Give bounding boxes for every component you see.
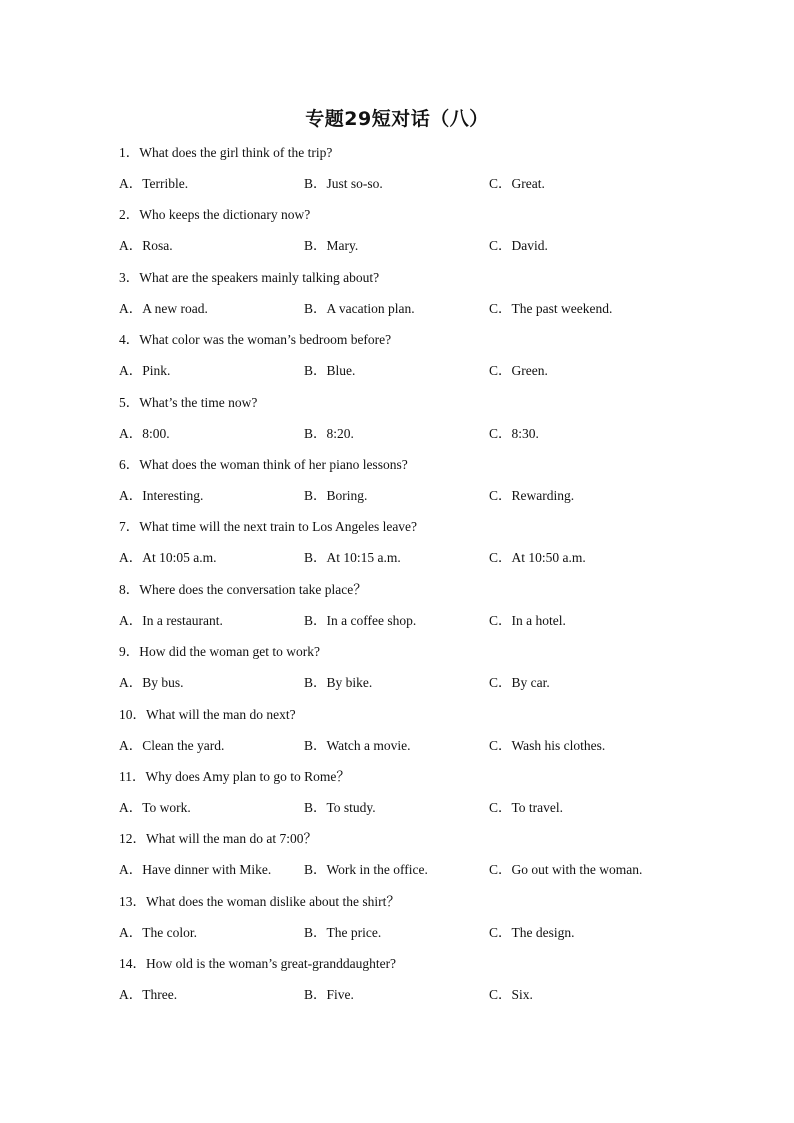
question-stem: 9．How did the woman get to work?: [119, 644, 320, 660]
option-c: C．At 10:50 a.m.: [489, 550, 586, 566]
option-a: A．A new road.: [119, 300, 208, 316]
question-stem: 1．What does the girl think of the trip?: [119, 145, 333, 160]
option-a: A．To work.: [119, 799, 191, 815]
question-list: [119, 143, 719, 1016]
answer-options: [119, 611, 719, 631]
question-item: [119, 954, 719, 1016]
option-b: B．By bike.: [304, 675, 373, 691]
answer-options: [119, 236, 719, 256]
question-stem: 13．What does the woman dislike about the shirt？: [119, 893, 400, 909]
option-b: B．At 10:15 a.m.: [304, 550, 401, 566]
answer-options: [119, 860, 719, 880]
option-a: A．By bus.: [119, 675, 184, 691]
answer-options: [119, 923, 719, 943]
question-item: [119, 517, 719, 579]
question-item: [119, 892, 719, 954]
answer-options: [119, 424, 719, 444]
question-item: [119, 330, 719, 392]
option-b: B．Blue.: [304, 363, 356, 379]
option-c: C．In a hotel.: [489, 612, 566, 628]
page-title: 专题29短对话（八）: [305, 108, 489, 130]
question-stem: 4．What color was the woman’s bedroom before?: [119, 332, 392, 348]
option-c: C．Rewarding.: [489, 487, 575, 503]
option-a: A．Clean the yard.: [119, 737, 225, 753]
answer-options: [119, 548, 719, 568]
answer-options: [119, 673, 719, 693]
option-c: C．David.: [489, 238, 548, 254]
option-b: B．Work in the office.: [304, 862, 428, 878]
question-item: [119, 455, 719, 517]
question-stem: 5．What’s the time now?: [119, 394, 258, 410]
option-c: C．Great.: [489, 176, 545, 191]
question-stem: 14．How old is the woman’s great-granddaughter?: [119, 956, 397, 972]
option-a: A．Have dinner with Mike.: [119, 862, 272, 878]
answer-options: [119, 361, 719, 381]
option-c: C．By car.: [489, 675, 550, 691]
option-b: B．8:20.: [304, 425, 354, 441]
option-c: C．To travel.: [489, 799, 564, 815]
question-stem: 6．What does the woman think of her piano lessons?: [119, 456, 408, 472]
option-b: B．Five.: [304, 987, 354, 1003]
answer-options: [119, 486, 719, 506]
option-a: A．Interesting.: [119, 487, 204, 503]
option-b: B．Watch a movie.: [304, 737, 411, 753]
option-c: C．Six.: [489, 987, 533, 1003]
option-a: A．Rosa.: [119, 238, 173, 254]
option-a: A．The color.: [119, 924, 197, 940]
option-c: C．Green.: [489, 363, 548, 379]
question-stem: 10．What will the man do next?: [119, 706, 296, 722]
option-c: C．Wash his clothes.: [489, 737, 606, 753]
answer-options: [119, 798, 719, 818]
option-a: A．At 10:05 a.m.: [119, 550, 217, 566]
question-stem: 3．What are the speakers mainly talking about?: [119, 269, 380, 285]
question-item: [119, 268, 719, 330]
question-item: [119, 143, 719, 205]
question-stem: 7．What time will the next train to Los Angeles leave?: [119, 519, 418, 535]
option-b: B．Just so-so.: [304, 176, 383, 191]
question-stem: 12．What will the man do at 7:00？: [119, 831, 317, 847]
question-stem: 8．Where does the conversation take place？: [119, 581, 367, 597]
option-b: B．Mary.: [304, 238, 359, 254]
question-item: [119, 829, 719, 891]
option-c: C．The design.: [489, 924, 575, 940]
question-item: [119, 580, 719, 642]
option-a: A．Three.: [119, 987, 178, 1003]
option-a: A．Terrible.: [119, 176, 189, 191]
question-item: [119, 705, 719, 767]
question-item: [119, 205, 719, 267]
option-b: B．The price.: [304, 924, 382, 940]
answer-options: [119, 736, 719, 756]
question-stem: 2．Who keeps the dictionary now?: [119, 207, 311, 223]
option-c: C．8:30.: [489, 425, 539, 441]
option-b: B．In a coffee shop.: [304, 612, 417, 628]
question-item: [119, 642, 719, 704]
answer-options: [119, 299, 719, 319]
option-c: C．The past weekend.: [489, 300, 613, 316]
answer-options: [119, 985, 719, 1005]
question-item: [119, 393, 719, 455]
option-a: A．8:00.: [119, 425, 170, 441]
option-b: B．To study.: [304, 799, 376, 815]
question-stem: 11．Why does Amy plan to go to Rome？: [119, 768, 350, 784]
answer-options: [119, 174, 719, 194]
option-a: A．In a restaurant.: [119, 612, 223, 628]
option-a: A．Pink.: [119, 363, 171, 379]
question-item: [119, 767, 719, 829]
option-b: B．Boring.: [304, 487, 368, 503]
option-c: C．Go out with the woman.: [489, 862, 643, 878]
option-b: B．A vacation plan.: [304, 300, 415, 316]
